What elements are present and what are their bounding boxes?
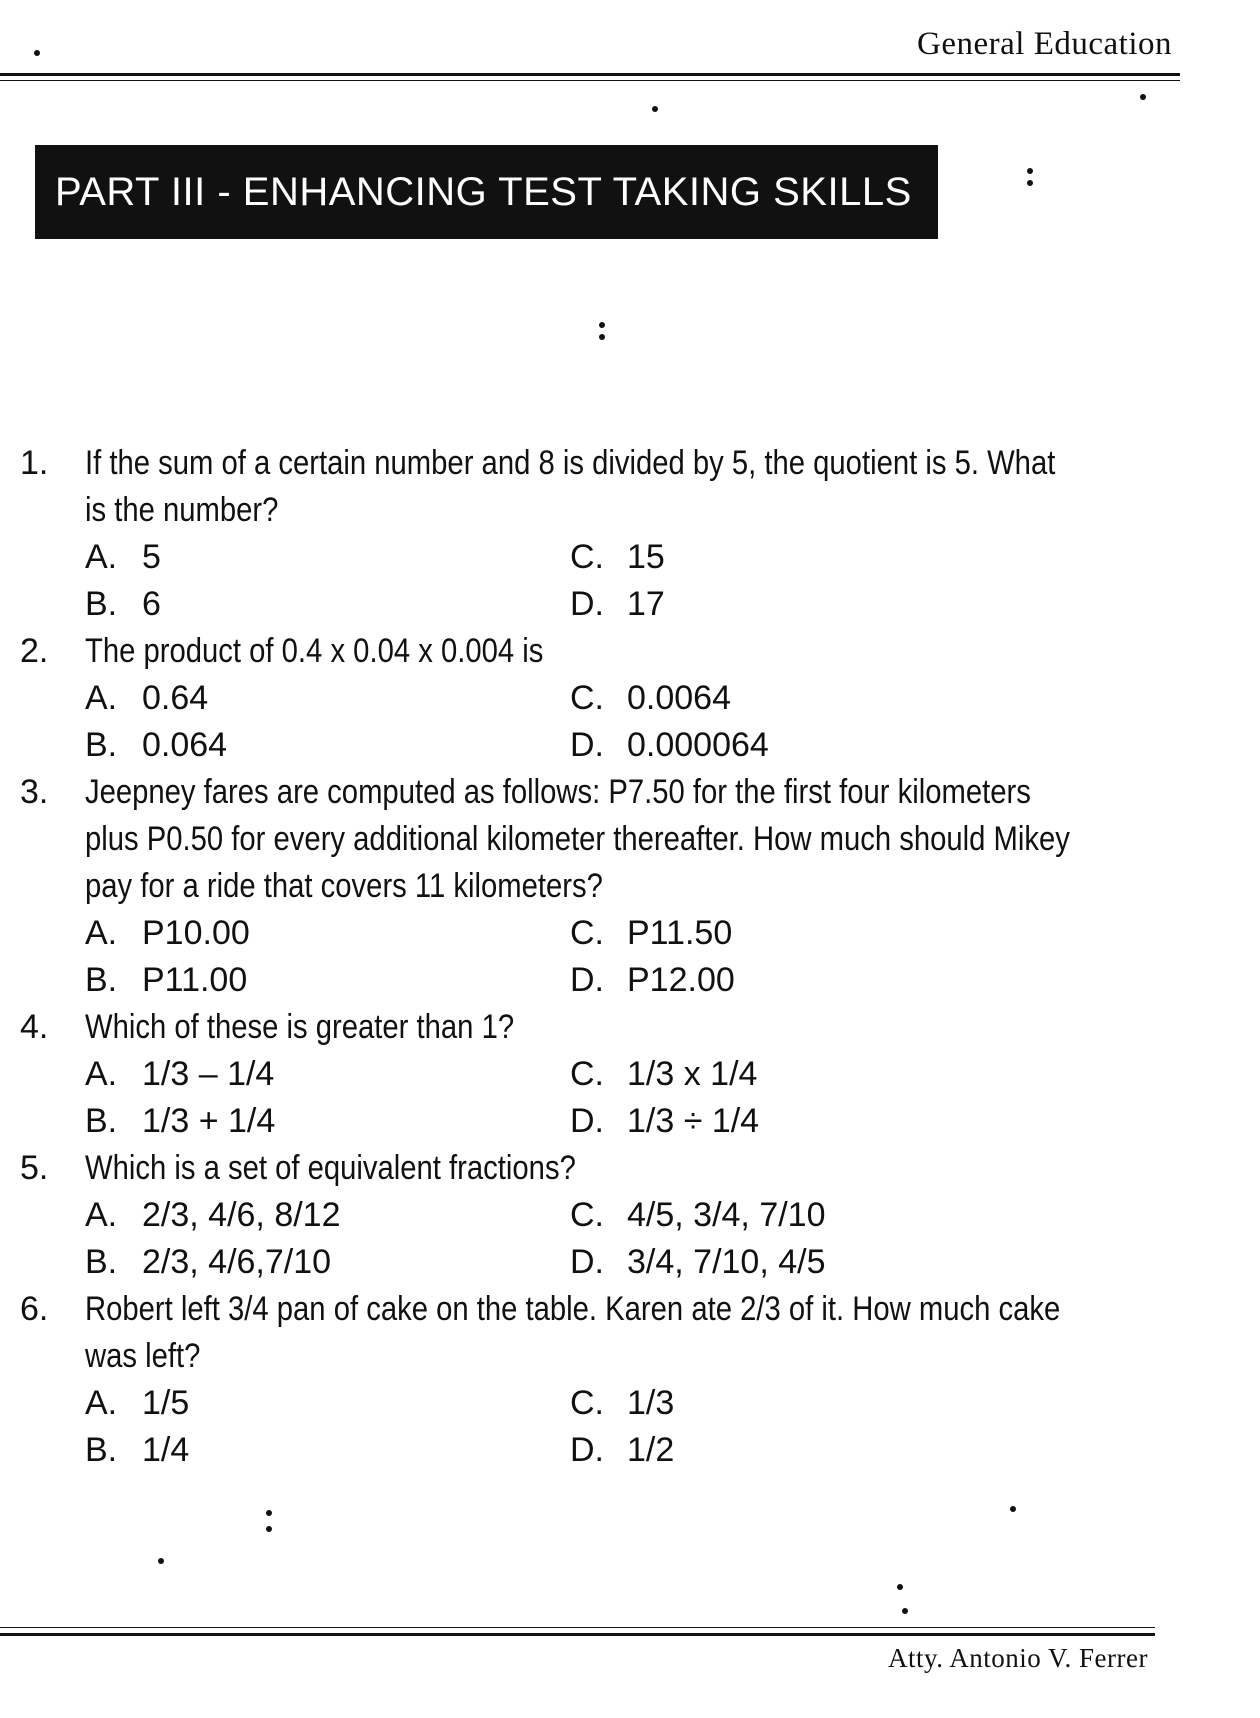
choice-b[interactable]: B. 2/3, 4/6,7/10: [85, 1243, 332, 1281]
choice-a[interactable]: A. 1/5: [85, 1384, 190, 1422]
scan-speck: [266, 1526, 272, 1532]
choice-c[interactable]: C. 1/3 x 1/4: [570, 1055, 758, 1093]
header-rule-top: [0, 73, 1180, 76]
question-list: [20, 440, 1180, 1474]
question-3: [20, 769, 1180, 1004]
question-2: [20, 628, 1180, 769]
question-6: [20, 1286, 1180, 1474]
question-text: Jeepney fares are computed as follows: P7.50 for the first four kilometers: [85, 773, 1031, 811]
question-text: pay for a ride that covers 11 kilometers?: [85, 867, 603, 905]
footer-rule-bottom: [0, 1633, 1155, 1636]
question-5: [20, 1145, 1180, 1286]
choice-c[interactable]: C. 1/3: [570, 1384, 675, 1422]
header-rule-bottom: [0, 80, 1180, 81]
choice-b[interactable]: B. 0.064: [85, 726, 228, 764]
scan-speck: [158, 1558, 164, 1564]
question-1: [20, 440, 1180, 628]
question-number: 5.: [20, 1149, 49, 1187]
choice-a[interactable]: A. 2/3, 4/6, 8/12: [85, 1196, 341, 1234]
choice-a[interactable]: A. 5: [85, 538, 161, 576]
choice-c[interactable]: C. 4/5, 3/4, 7/10: [570, 1196, 826, 1234]
question-text: The product of 0.4 x 0.04 x 0.004 is: [85, 632, 544, 670]
choice-d[interactable]: D. 1/3 ÷ 1/4: [570, 1102, 760, 1140]
scan-speck: [902, 1608, 908, 1614]
question-number: 6.: [20, 1290, 49, 1328]
question-text: Which is a set of equivalent fractions?: [85, 1149, 576, 1187]
choice-c[interactable]: C. P11.50: [570, 914, 733, 952]
choice-d[interactable]: D. 3/4, 7/10, 4/5: [570, 1243, 826, 1281]
scan-speck: [266, 1510, 272, 1516]
choice-d[interactable]: D. 17: [570, 585, 665, 623]
question-text: was left?: [85, 1337, 201, 1375]
choice-d[interactable]: D. P12.00: [570, 961, 735, 999]
choice-a[interactable]: A. 1/3 – 1/4: [85, 1055, 275, 1093]
scan-speck: [599, 322, 605, 328]
footer-rule-top: [0, 1627, 1155, 1628]
scan-speck: [34, 50, 40, 56]
question-text: Robert left 3/4 pan of cake on the table. Karen ate 2/3 of it. How much cake: [85, 1290, 1061, 1328]
footer-author: Atty. Antonio V. Ferrer: [888, 1643, 1148, 1673]
question-text: is the number?: [85, 491, 279, 529]
question-text: plus P0.50 for every additional kilometer thereafter. How much should Mikey: [85, 820, 1070, 858]
scan-speck: [1140, 94, 1146, 100]
choice-a[interactable]: A. P10.00: [85, 914, 250, 952]
scan-speck: [1027, 168, 1033, 174]
scan-speck: [1027, 180, 1033, 186]
scan-speck: [599, 334, 605, 340]
scan-speck: [652, 106, 658, 112]
question-number: 1.: [20, 444, 49, 482]
question-number: 4.: [20, 1008, 49, 1046]
choice-c[interactable]: C. 0.0064: [570, 679, 731, 717]
choice-b[interactable]: B. P11.00: [85, 961, 248, 999]
header-title: General Education: [917, 26, 1172, 62]
scan-speck: [897, 1584, 903, 1590]
question-text: Which of these is greater than 1?: [85, 1008, 515, 1046]
question-number: 3.: [20, 773, 49, 811]
choice-a[interactable]: A. 0.64: [85, 679, 209, 717]
question-text: If the sum of a certain number and 8 is divided by 5, the quotient is 5. What: [85, 444, 1056, 482]
choice-d[interactable]: D. 1/2: [570, 1431, 675, 1469]
choice-b[interactable]: B. 1/3 + 1/4: [85, 1102, 276, 1140]
choice-c[interactable]: C. 15: [570, 538, 665, 576]
question-number: 2.: [20, 632, 49, 670]
scan-speck: [1010, 1506, 1016, 1512]
choice-b[interactable]: B. 1/4: [85, 1431, 190, 1469]
choice-b[interactable]: B. 6: [85, 585, 161, 623]
section-banner: PART III - ENHANCING TEST TAKING SKILLS: [35, 145, 938, 239]
question-4: [20, 1004, 1180, 1145]
choice-d[interactable]: D. 0.000064: [570, 726, 769, 764]
